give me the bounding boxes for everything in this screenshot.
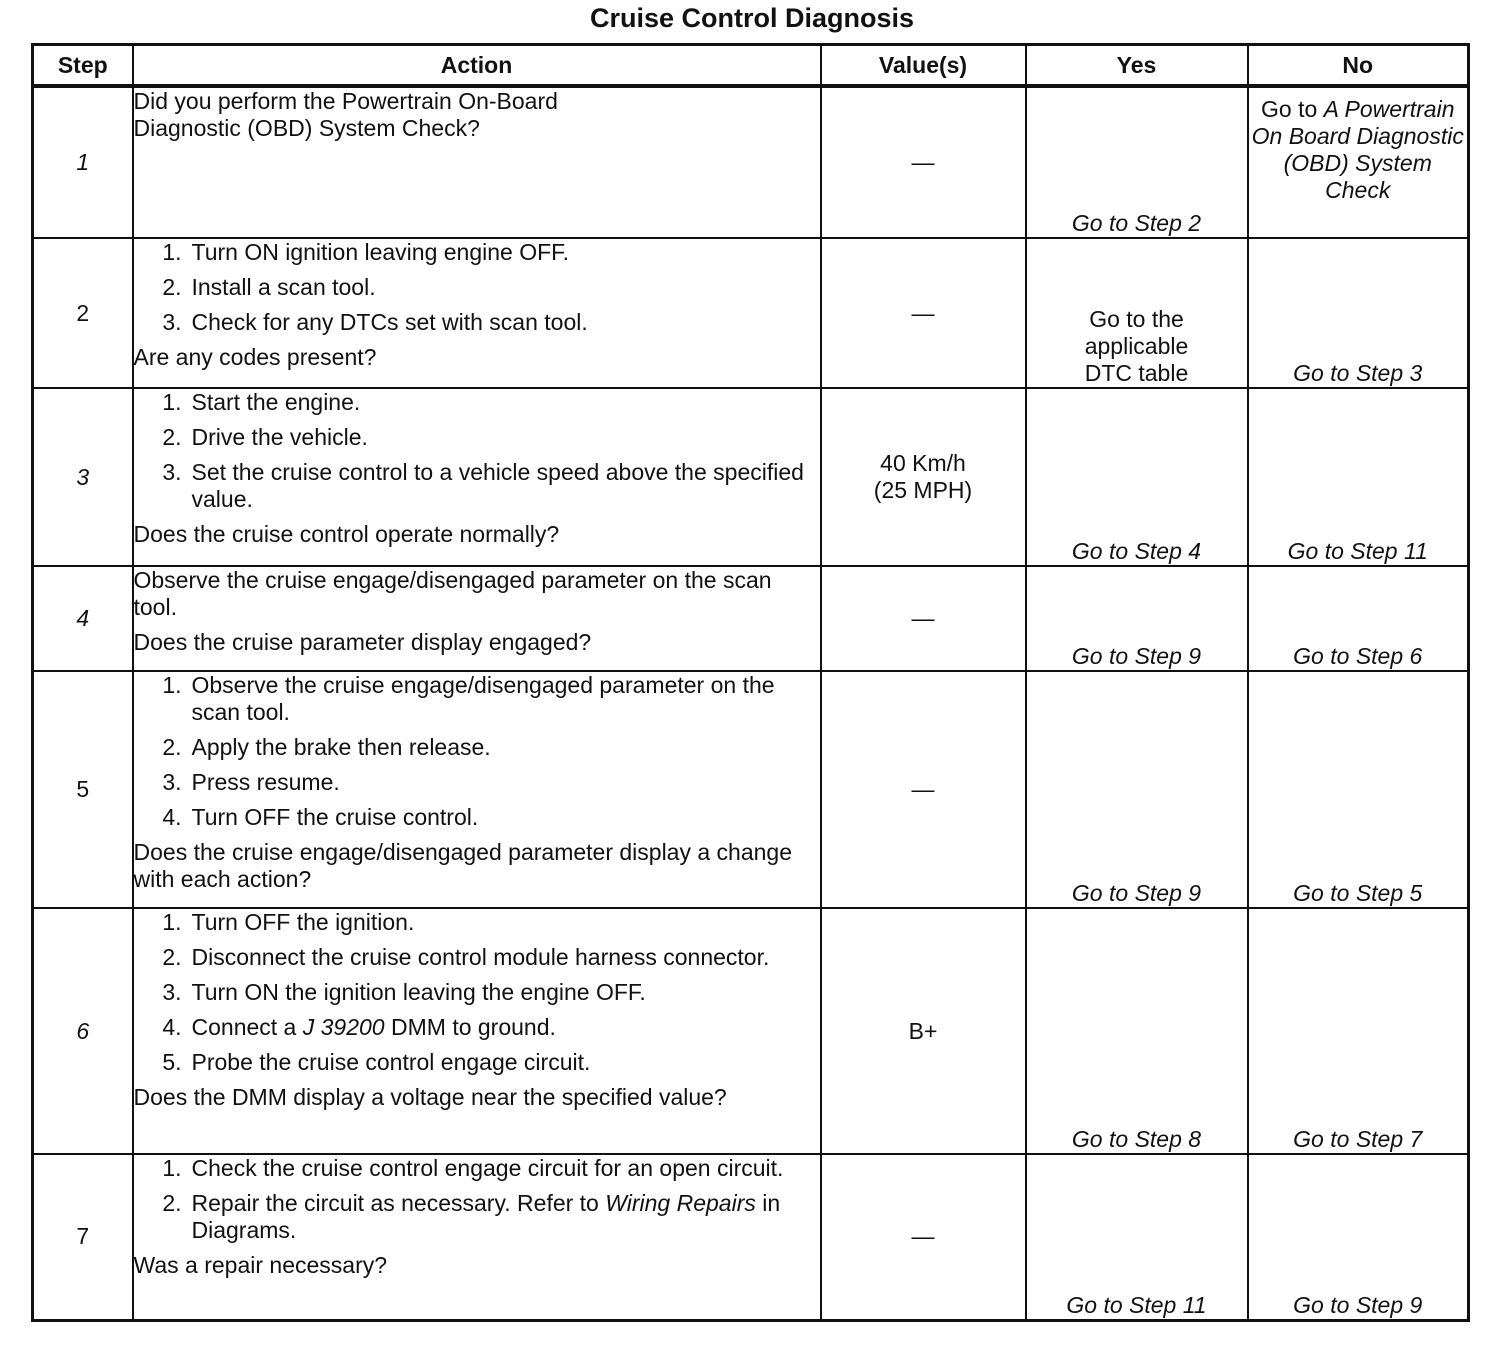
list-item: 1. Turn ON ignition leaving engine OFF.	[162, 239, 570, 265]
table-row	[33, 908, 1469, 1154]
list-item: 2. Disconnect the cruise control module harness connector.	[162, 944, 770, 970]
action-steps	[134, 909, 820, 1076]
no-cell: Go to Step 9	[1248, 1154, 1469, 1320]
step-number: 2	[33, 238, 133, 388]
action-text: Did you perform the Powertrain On-Board Diagnostic (OBD) System Check?	[133, 88, 558, 141]
action-steps	[134, 1155, 820, 1244]
action-cell	[133, 388, 821, 566]
value-cell: —	[821, 238, 1026, 388]
yes-cell: Go to Step 11	[1026, 1154, 1248, 1320]
page-title: Cruise Control Diagnosis	[589, 3, 915, 33]
step-number: 3	[33, 388, 133, 566]
value-cell: —	[821, 1154, 1026, 1320]
list-item: 2. Install a scan tool.	[162, 274, 376, 300]
value-line: 40 Km/h	[880, 450, 966, 476]
list-item: 5. Probe the cruise control engage circuit.	[162, 1049, 591, 1075]
action-cell	[133, 566, 821, 671]
action-cell	[133, 908, 821, 1154]
yes-cell: Go to the applicable DTC table	[1026, 238, 1248, 388]
step-number: 4	[33, 566, 133, 671]
diagnosis-table	[31, 43, 1470, 1322]
value-line: (25 MPH)	[873, 477, 973, 503]
action-steps	[134, 672, 820, 831]
list-item: 4. Turn OFF the cruise control.	[162, 804, 479, 830]
no-prefix: Go to	[1261, 96, 1318, 122]
value-cell	[821, 388, 1026, 566]
list-item: 3. Check for any DTCs set with scan tool.	[162, 309, 588, 335]
value-cell: —	[821, 671, 1026, 908]
wiring-repairs-reference: Wiring Repairs	[605, 1190, 756, 1216]
value-cell: —	[821, 566, 1026, 671]
yes-cell: Go to Step 9	[1026, 566, 1248, 671]
list-item: 2. Drive the vehicle.	[162, 424, 368, 450]
header-step: Step	[33, 45, 133, 87]
action-question: Does the cruise engage/disengaged parameter display a change with each action?	[133, 839, 792, 892]
action-question: Does the cruise control operate normally?	[133, 521, 560, 547]
action-cell	[133, 1154, 821, 1320]
table-row	[33, 1154, 1469, 1320]
no-cell: Go to Step 11	[1248, 388, 1469, 566]
list-item: 2. Apply the brake then release.	[162, 734, 491, 760]
no-cell: Go to Step 3	[1248, 238, 1469, 388]
list-item: 3. Turn ON the ignition leaving the engine OFF.	[162, 979, 646, 1005]
header-row	[33, 45, 1469, 87]
no-reference: A Powertrain On Board Diagnostic (OBD) System Check	[1251, 96, 1464, 203]
list-item: 2. Repair the circuit as necessary. Refer to Wiring Repairs in Diagrams.	[162, 1190, 781, 1243]
action-text: Observe the cruise engage/disengaged parameter on the scan tool.	[133, 567, 772, 620]
yes-cell: Go to Step 9	[1026, 671, 1248, 908]
step-number: 6	[33, 908, 133, 1154]
no-cell	[1248, 86, 1469, 238]
list-item: 4. Connect a J 39200 DMM to ground.	[162, 1014, 556, 1040]
no-cell: Go to Step 6	[1248, 566, 1469, 671]
action-question: Are any codes present?	[133, 344, 377, 370]
step-number: 1	[33, 86, 133, 238]
no-cell: Go to Step 5	[1248, 671, 1469, 908]
action-cell	[133, 671, 821, 908]
no-cell: Go to Step 7	[1248, 908, 1469, 1154]
header-action: Action	[133, 45, 821, 87]
action-steps	[134, 389, 820, 513]
header-no: No	[1248, 45, 1469, 87]
header-values: Value(s)	[821, 45, 1026, 87]
action-cell	[133, 238, 821, 388]
step-number: 5	[33, 671, 133, 908]
value-cell: B+	[821, 908, 1026, 1154]
table-row	[33, 671, 1469, 908]
action-question: Does the DMM display a voltage near the specified value?	[133, 1084, 727, 1110]
step-number: 7	[33, 1154, 133, 1320]
table-row	[33, 388, 1469, 566]
yes-cell: Go to Step 4	[1026, 388, 1248, 566]
table-row	[33, 238, 1469, 388]
list-item: 1. Check the cruise control engage circuit for an open circuit.	[162, 1155, 784, 1181]
tool-reference: J 39200	[302, 1014, 385, 1040]
table-row	[33, 566, 1469, 671]
list-item: 3. Set the cruise control to a vehicle speed above the specified value.	[162, 459, 804, 512]
list-item: 1. Turn OFF the ignition.	[162, 909, 415, 935]
yes-cell: Go to Step 8	[1026, 908, 1248, 1154]
value-cell: —	[821, 86, 1026, 238]
action-question: Was a repair necessary?	[133, 1252, 388, 1278]
header-yes: Yes	[1026, 45, 1248, 87]
list-item: 3. Press resume.	[162, 769, 340, 795]
action-cell	[133, 86, 821, 238]
action-steps	[134, 239, 820, 336]
list-item: 1. Start the engine.	[162, 389, 361, 415]
yes-cell: Go to Step 2	[1026, 86, 1248, 238]
table-row	[33, 86, 1469, 238]
list-item: 1. Observe the cruise engage/disengaged parameter on the scan tool.	[162, 672, 775, 725]
action-question: Does the cruise parameter display engaged?	[133, 629, 592, 655]
